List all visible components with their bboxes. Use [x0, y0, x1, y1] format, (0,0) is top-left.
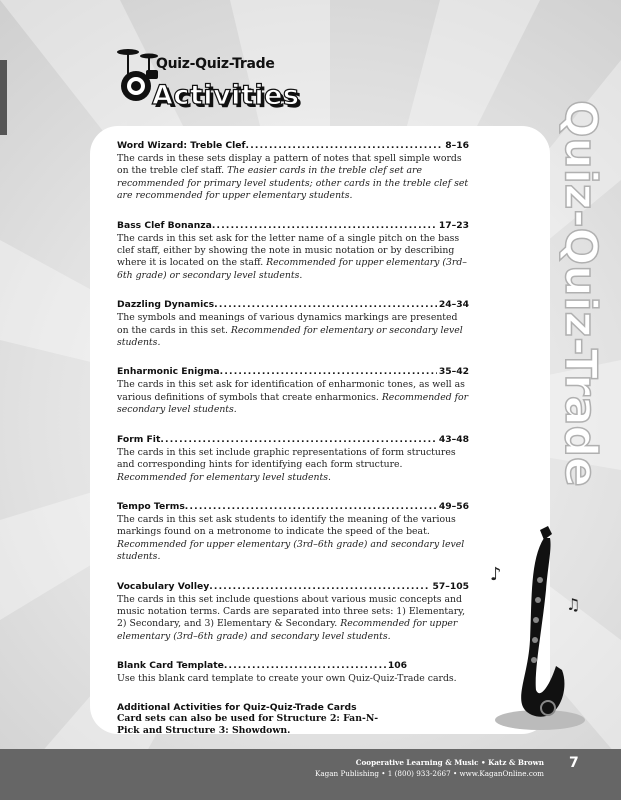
logo-subtitle: Quiz-Quiz-Trade [156, 56, 275, 72]
activity-description: The cards in this set ask for identification of enharmonic tones, as well as various definitions of symbols that create enharmonics. Recommended for secondary level students. [117, 379, 469, 416]
activity-pages: 106 [387, 660, 407, 672]
page-number: 7 [569, 755, 579, 771]
svg-text:♫: ♫ [566, 595, 581, 614]
activity-entry [117, 500, 469, 564]
activity-pages: 57–105 [432, 580, 469, 592]
activity-entry [117, 219, 469, 283]
activity-pages: 17–23 [438, 219, 469, 231]
activity-title: Enharmonic Enigma [117, 366, 220, 378]
activity-description: Use this blank card template to create your own Quiz-Quiz-Trade cards. [117, 673, 457, 685]
activity-title: Tempo Terms [117, 500, 185, 512]
side-title-graphic [548, 80, 618, 580]
side-title: Quiz-Quiz-Trade [555, 100, 606, 487]
footer-book-title: Cooperative Learning & Music • Katz & Brown [355, 758, 544, 767]
additional-activities-title: Additional Activities for Quiz-Quiz-Trade Cards [117, 701, 357, 713]
activity-title: Vocabulary Volley [117, 580, 210, 592]
activity-heading[interactable] [117, 139, 469, 152]
activity-description: The cards in this set include questions about various music concepts and music notation terms. Cards are separated into three sets: 1) Elementary, 2) Secondary, and 3) Elementary & Secondary. Recommended for upper elementary (3rd–6th grade) and secondary level students. [117, 593, 466, 642]
activity-description: The symbols and meanings of various dynamics markings are presented on the cards in this set. Recommended for elementary or secondary level students. [117, 312, 463, 349]
activity-heading[interactable] [117, 219, 469, 232]
activity-entry [117, 139, 469, 203]
activity-title: Form Fit [117, 433, 161, 445]
activity-description: The cards in this set ask students to identify the meaning of the various markings found on a metronome to indicate the speed of the beat. Recommended for upper elementary (3rd–6th grade) and secondary level students. [117, 513, 465, 563]
activity-heading[interactable] [117, 500, 469, 513]
edge-tab [0, 60, 7, 135]
activity-title: Blank Card Template [117, 660, 224, 672]
activity-heading[interactable] [117, 365, 469, 378]
activity-list [117, 139, 469, 737]
activity-heading[interactable] [117, 298, 469, 311]
activity-title: Bass Clef Bonanza [117, 219, 212, 231]
activity-pages: 8–16 [445, 140, 469, 151]
activity-entry [117, 580, 469, 644]
activity-entry [117, 365, 469, 416]
activity-pages: 49–56 [438, 500, 469, 512]
activity-entry [117, 659, 457, 685]
activity-pages: 43–48 [438, 433, 469, 445]
activity-heading[interactable] [117, 433, 469, 446]
activity-heading[interactable] [117, 659, 407, 672]
saxophone-icon [470, 520, 590, 735]
svg-text:♪: ♪ [490, 564, 502, 585]
activity-title: Dazzling Dynamics [117, 299, 215, 311]
footer-publisher: Kagan Publishing • 1 (800) 933-2667 • www.KaganOnline.com [314, 769, 544, 778]
activity-description: The cards in these sets display a pattern of notes that spell simple words on the treble clef staff. The easier cards in the treble clef set are recommended for primary level students; other cards in the treble clef set are recommended for upper elementary students. [117, 153, 469, 202]
logo-title: Activities [152, 80, 300, 111]
activity-title: Word Wizard: Treble Clef [117, 140, 246, 151]
activity-description: The cards in this set include graphic representations of form structures and corresponding hints for identifying each form structure. Recommended for elementary level students. [117, 446, 456, 483]
activity-entry [117, 298, 469, 349]
additional-activities-text: Card sets can also be used for Structure 2: Fan-N-Pick and Structure 3: Showdown. [117, 712, 379, 736]
activity-description: The cards in this set ask for the letter name of a single pitch on the bass clef staff, either by showing the note in music notation or by describing where it is located on the staff. Recommended for upper elementary (3rd–6th grade) or secondary level students. [117, 232, 467, 281]
activity-pages: 24–34 [438, 299, 469, 311]
activity-heading[interactable] [117, 580, 469, 593]
activity-pages: 35–42 [438, 366, 469, 378]
activity-entry [117, 433, 469, 484]
